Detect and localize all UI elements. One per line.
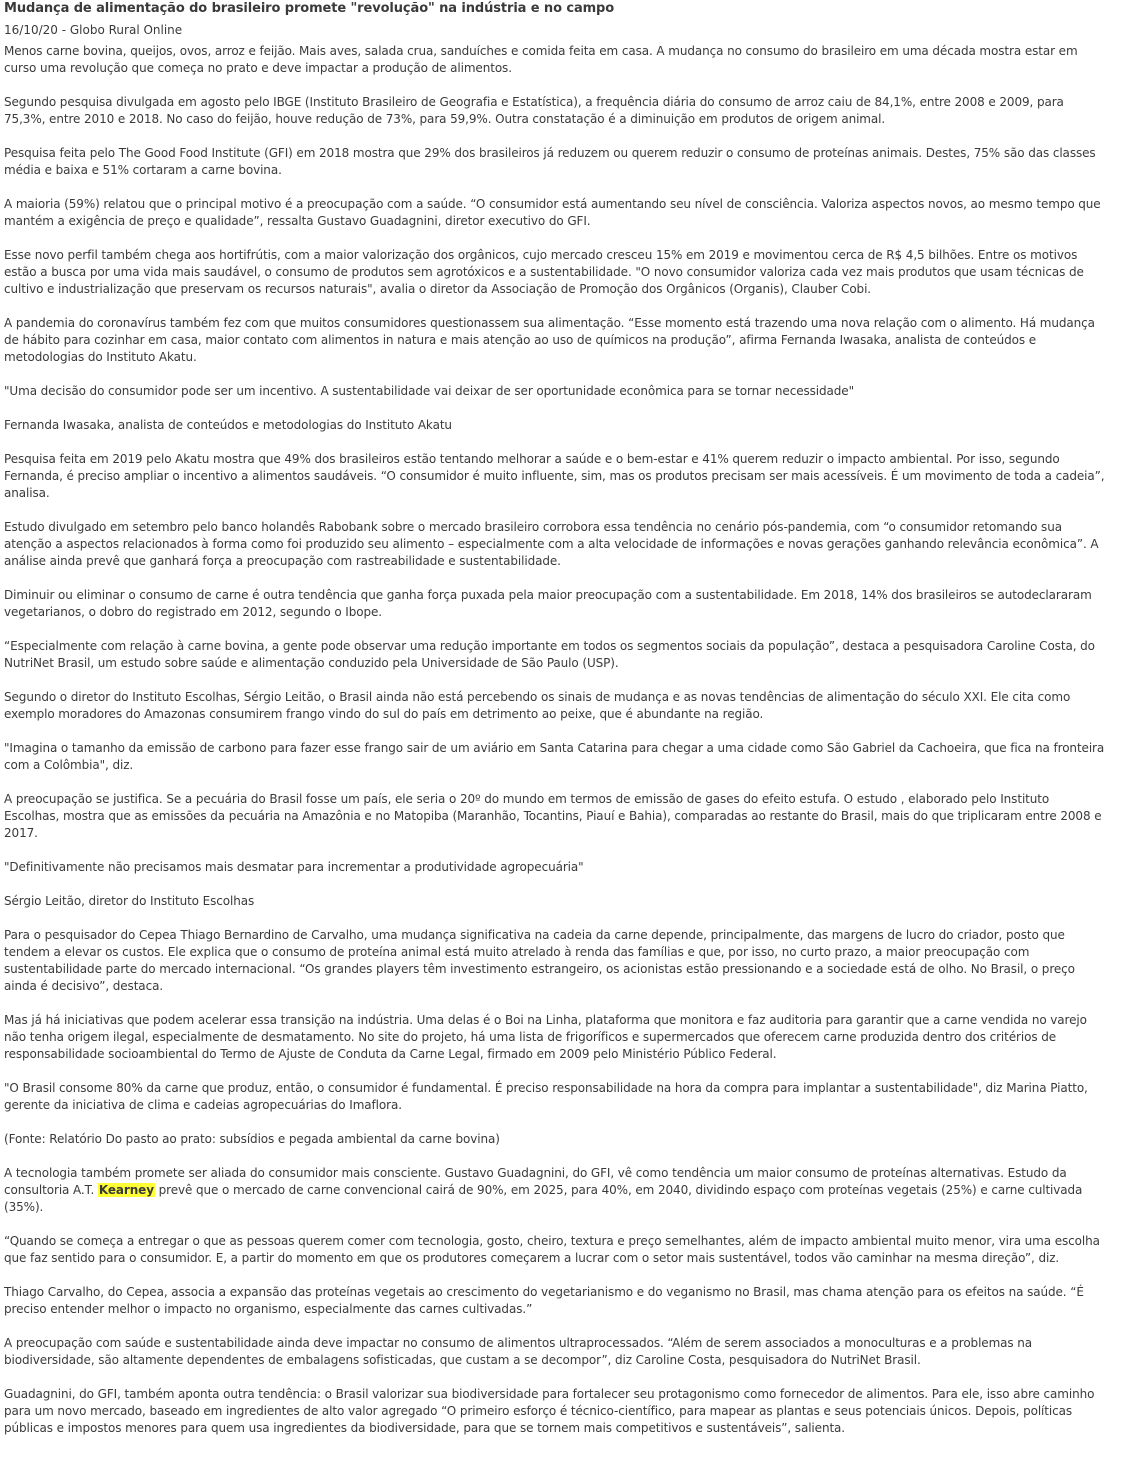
- paragraph: Segundo pesquisa divulgada em agosto pelo IBGE (Instituto Brasileiro de Geografia e Estatística), a frequência diária do consumo de arroz caiu de 84,1%, entre 2008 e 2009, para 75,3%, entre 2010 e 2018. No caso do feijão, houve redução de 73%, para 59,9%. Outra constatação é a diminuição em produtos de origem animal.: [4, 95, 1064, 126]
- paragraph: Esse novo perfil também chega aos hortifrútis, com a maior valorização dos orgânicos, cujo mercado cresceu 15% em 2019 e movimentou cerca de R$ 4,5 bilhões. Entre os motivos estão a busca por uma vida mais saudável, o consumo de produtos sem agrotóxicos e a sustentabilidade. "O novo consumidor valoriza cada vez mais produtos que usam técnicas de cultivo e industrialização que preservam os recursos naturais", avalia o diretor da Associação de Promoção dos Orgânicos (Organis), Clauber Cobi.: [4, 248, 1084, 296]
- paragraph: Guadagnini, do GFI, também aponta outra tendência: o Brasil valorizar sua biodiversidade para fortalecer seu protagonismo como fornecedor de alimentos. Para ele, isso abre caminho para um novo mercado, baseado em ingredientes de alto valor agregado “O primeiro esforço é técnico-científico, para mapear as plantas e seus potenciais únicos. Depois, políticas públicas e impostos menores para quem usa ingredientes da biodiversidade, para que se tornem mais competitivos e sustentáveis”, salienta.: [4, 1387, 1095, 1435]
- paragraph: A maioria (59%) relatou que o principal motivo é a preocupação com a saúde. “O consumidor está aumentando seu nível de consciência. Valoriza aspectos novos, ao mesmo tempo que mantém a exigência de preço e qualidade”, ressalta Gustavo Guadagnini, diretor executivo do GFI.: [4, 197, 1101, 228]
- pull-quote: "Uma decisão do consumidor pode ser um incentivo. A sustentabilidade vai deixar de ser oportunidade econômica para se tornar necessidade": [4, 384, 855, 398]
- article-meta: [4, 22, 1106, 38]
- paragraph: Estudo divulgado em setembro pelo banco holandês Rabobank sobre o mercado brasileiro corrobora essa tendência no cenário pós-pandemia, com “o consumidor retomando sua atenção a aspectos relacionados à forma como foi produzido seu alimento – especialmente com a alta velocidade de informações e novas gerações ganhando relevância econômica”. A análise ainda prevê que ganhará força a preocupação com rastreabilidade e sustentabilidade.: [4, 520, 1099, 568]
- paragraph: Pesquisa feita em 2019 pelo Akatu mostra que 49% dos brasileiros estão tentando melhorar a saúde e o bem-estar e 41% querem reduzir o impacto ambiental. Por isso, segundo Fernanda, é preciso ampliar o incentivo a alimentos saudáveis. “O consumidor é muito influente, sim, mas os produtos precisam ser mais acessíveis. É um movimento de toda a cadeia”, analisa.: [4, 452, 1105, 500]
- paragraph: Segundo o diretor do Instituto Escolhas, Sérgio Leitão, o Brasil ainda não está percebendo os sinais de mudança e as novas tendências de alimentação do século XXI. Ele cita como exemplo moradores do Amazonas consumirem frango vindo do sul do país em detrimento ao peixe, que é abundante na região.: [4, 690, 1071, 721]
- paragraph: "Imagina o tamanho da emissão de carbono para fazer esse frango sair de um aviário em Santa Catarina para chegar a uma cidade como São Gabriel da Cachoeira, que fica na fronteira com a Colômbia", diz.: [4, 741, 1105, 772]
- kearney-text-after: prevê que o mercado de carne convencional cairá de 90%, em 2025, para 40%, em 2040, dividindo espaço com proteínas vegetais (25%) e carne cultivada (35%).: [4, 1183, 1083, 1214]
- paragraph-kearney: [4, 1165, 1106, 1216]
- paragraph: A preocupação se justifica. Se a pecuária do Brasil fosse um país, ele seria o 20º do mundo em termos de emissão de gases do efeito estufa. O estudo , elaborado pelo Instituto Escolhas, mostra que as emissões da pecuária na Amazônia e no Matopiba (Maranhão, Tocantins, Piauí e Bahia), comparadas ao restante do Brasil, mais do que triplicaram entre 2008 e 2017.: [4, 792, 1102, 840]
- source-note: (Fonte: Relatório Do pasto ao prato: subsídios e pegada ambiental da carne bovina): [4, 1132, 500, 1146]
- paragraph: Pesquisa feita pelo The Good Food Institute (GFI) em 2018 mostra que 29% dos brasileiros já reduzem ou querem reduzir o consumo de proteínas animais. Destes, 75% são das classes média e baixa e 51% cortaram a carne bovina.: [4, 146, 1096, 177]
- highlighted-term: Kearney: [98, 1183, 154, 1197]
- paragraph: “Quando se começa a entregar o que as pessoas querem comer com tecnologia, gosto, cheiro, textura e preço semelhantes, além de impacto ambiental muito menor, vira uma escolha que faz sentido para o consumidor. E, a partir do momento em que os produtores começarem a lucrar com o setor mais sustentável, todos vão caminhar na mesma direção”, diz.: [4, 1234, 1100, 1265]
- meta-separator: -: [57, 23, 70, 37]
- pull-quote: "Definitivamente não precisamos mais desmatar para incrementar a produtividade agropecuária": [4, 860, 584, 874]
- article-date: 16/10/20: [4, 23, 58, 37]
- article-body: [4, 43, 1106, 1437]
- paragraph: Diminuir ou eliminar o consumo de carne é outra tendência que ganha força puxada pela maior preocupação com a sustentabilidade. Em 2018, 14% dos brasileiros se autodeclararam vegetarianos, o dobro do registrado em 2012, segundo o Ibope.: [4, 588, 1092, 619]
- paragraph: A preocupação com saúde e sustentabilidade ainda deve impactar no consumo de alimentos ultraprocessados. “Além de serem associados a monoculturas e a problemas na biodiversidade, são altamente dependentes de embalagens sofisticadas, que custam a se decompor”, diz Caroline Costa, pesquisadora do NutriNet Brasil.: [4, 1336, 1033, 1367]
- paragraph: "O Brasil consome 80% da carne que produz, então, o consumidor é fundamental. É preciso responsabilidade na hora da compra para implantar a sustentabilidade", diz Marina Piatto, gerente da iniciativa de clima e cadeias agropecuárias do Imaflora.: [4, 1081, 1088, 1112]
- article-source: Globo Rural Online: [69, 23, 183, 37]
- paragraph: A pandemia do coronavírus também fez com que muitos consumidores questionassem sua alimentação. “Esse momento está trazendo uma nova relação com o alimento. Há mudança de hábito para cozinhar em casa, maior contato com alimentos in natura e mais atenção ao uso de químicos na produção”, afirma Fernanda Iwasaka, analista de conteúdos e metodologias do Instituto Akatu.: [4, 316, 1095, 364]
- article-title: Mudança de alimentação do brasileiro promete "revolução" na indústria e no campo: [4, 1, 615, 16]
- kearney-text-before: A tecnologia também promete ser aliada do consumidor mais consciente. Gustavo Guadagnini, do GFI, vê como tendência um maior consumo de proteínas alternativas. Estudo da consultoria A.T.: [4, 1166, 1067, 1197]
- quote-attribution: Fernanda Iwasaka, analista de conteúdos e metodologias do Instituto Akatu: [4, 418, 452, 432]
- paragraph: Mas já há iniciativas que podem acelerar essa transição na indústria. Uma delas é o Boi na Linha, plataforma que monitora e faz auditoria para garantir que a carne vendida no varejo não tenha origem ilegal, especialmente de desmatamento. No site do projeto, há uma lista de frigoríficos e supermercados que oferecem carne produzida dentro dos critérios de responsabilidade socioambiental do Termo de Ajuste de Conduta da Carne Legal, firmado em 2009 pelo Ministério Público Federal.: [4, 1013, 1087, 1061]
- quote-attribution: Sérgio Leitão, diretor do Instituto Escolhas: [4, 894, 255, 908]
- paragraph: Para o pesquisador do Cepea Thiago Bernardino de Carvalho, uma mudança significativa na cadeia da carne depende, principalmente, das margens de lucro do criador, posto que tendem a elevar os custos. Ele explica que o consumo de proteína animal está muito atrelado à renda das famílias e que, por isso, no curto prazo, a maior preocupação com sustentabilidade parte do mercado internacional. “Os grandes players têm investimento estrangeiro, os acionistas estão pressionando e a sociedade está de olho. No Brasil, o preço ainda é decisivo”, destaca.: [4, 928, 1075, 993]
- paragraph: “Especialmente com relação à carne bovina, a gente pode observar uma redução importante em todos os segmentos sociais da população”, destaca a pesquisadora Caroline Costa, do NutriNet Brasil, um estudo sobre saúde e alimentação conduzido pela Universidade de São Paulo (USP).: [4, 639, 1095, 670]
- paragraph: Thiago Carvalho, do Cepea, associa a expansão das proteínas vegetais ao crescimento do vegetarianismo e do veganismo no Brasil, mas chama atenção para os efeitos na saúde. “É preciso entender melhor o impacto no organismo, especialmente das carnes cultivadas.”: [4, 1285, 1084, 1316]
- paragraph: Menos carne bovina, queijos, ovos, arroz e feijão. Mais aves, salada crua, sanduíches e comida feita em casa. A mudança no consumo do brasileiro em uma década mostra estar em curso uma revolução que começa no prato e deve impactar a produção de alimentos.: [4, 44, 1078, 75]
